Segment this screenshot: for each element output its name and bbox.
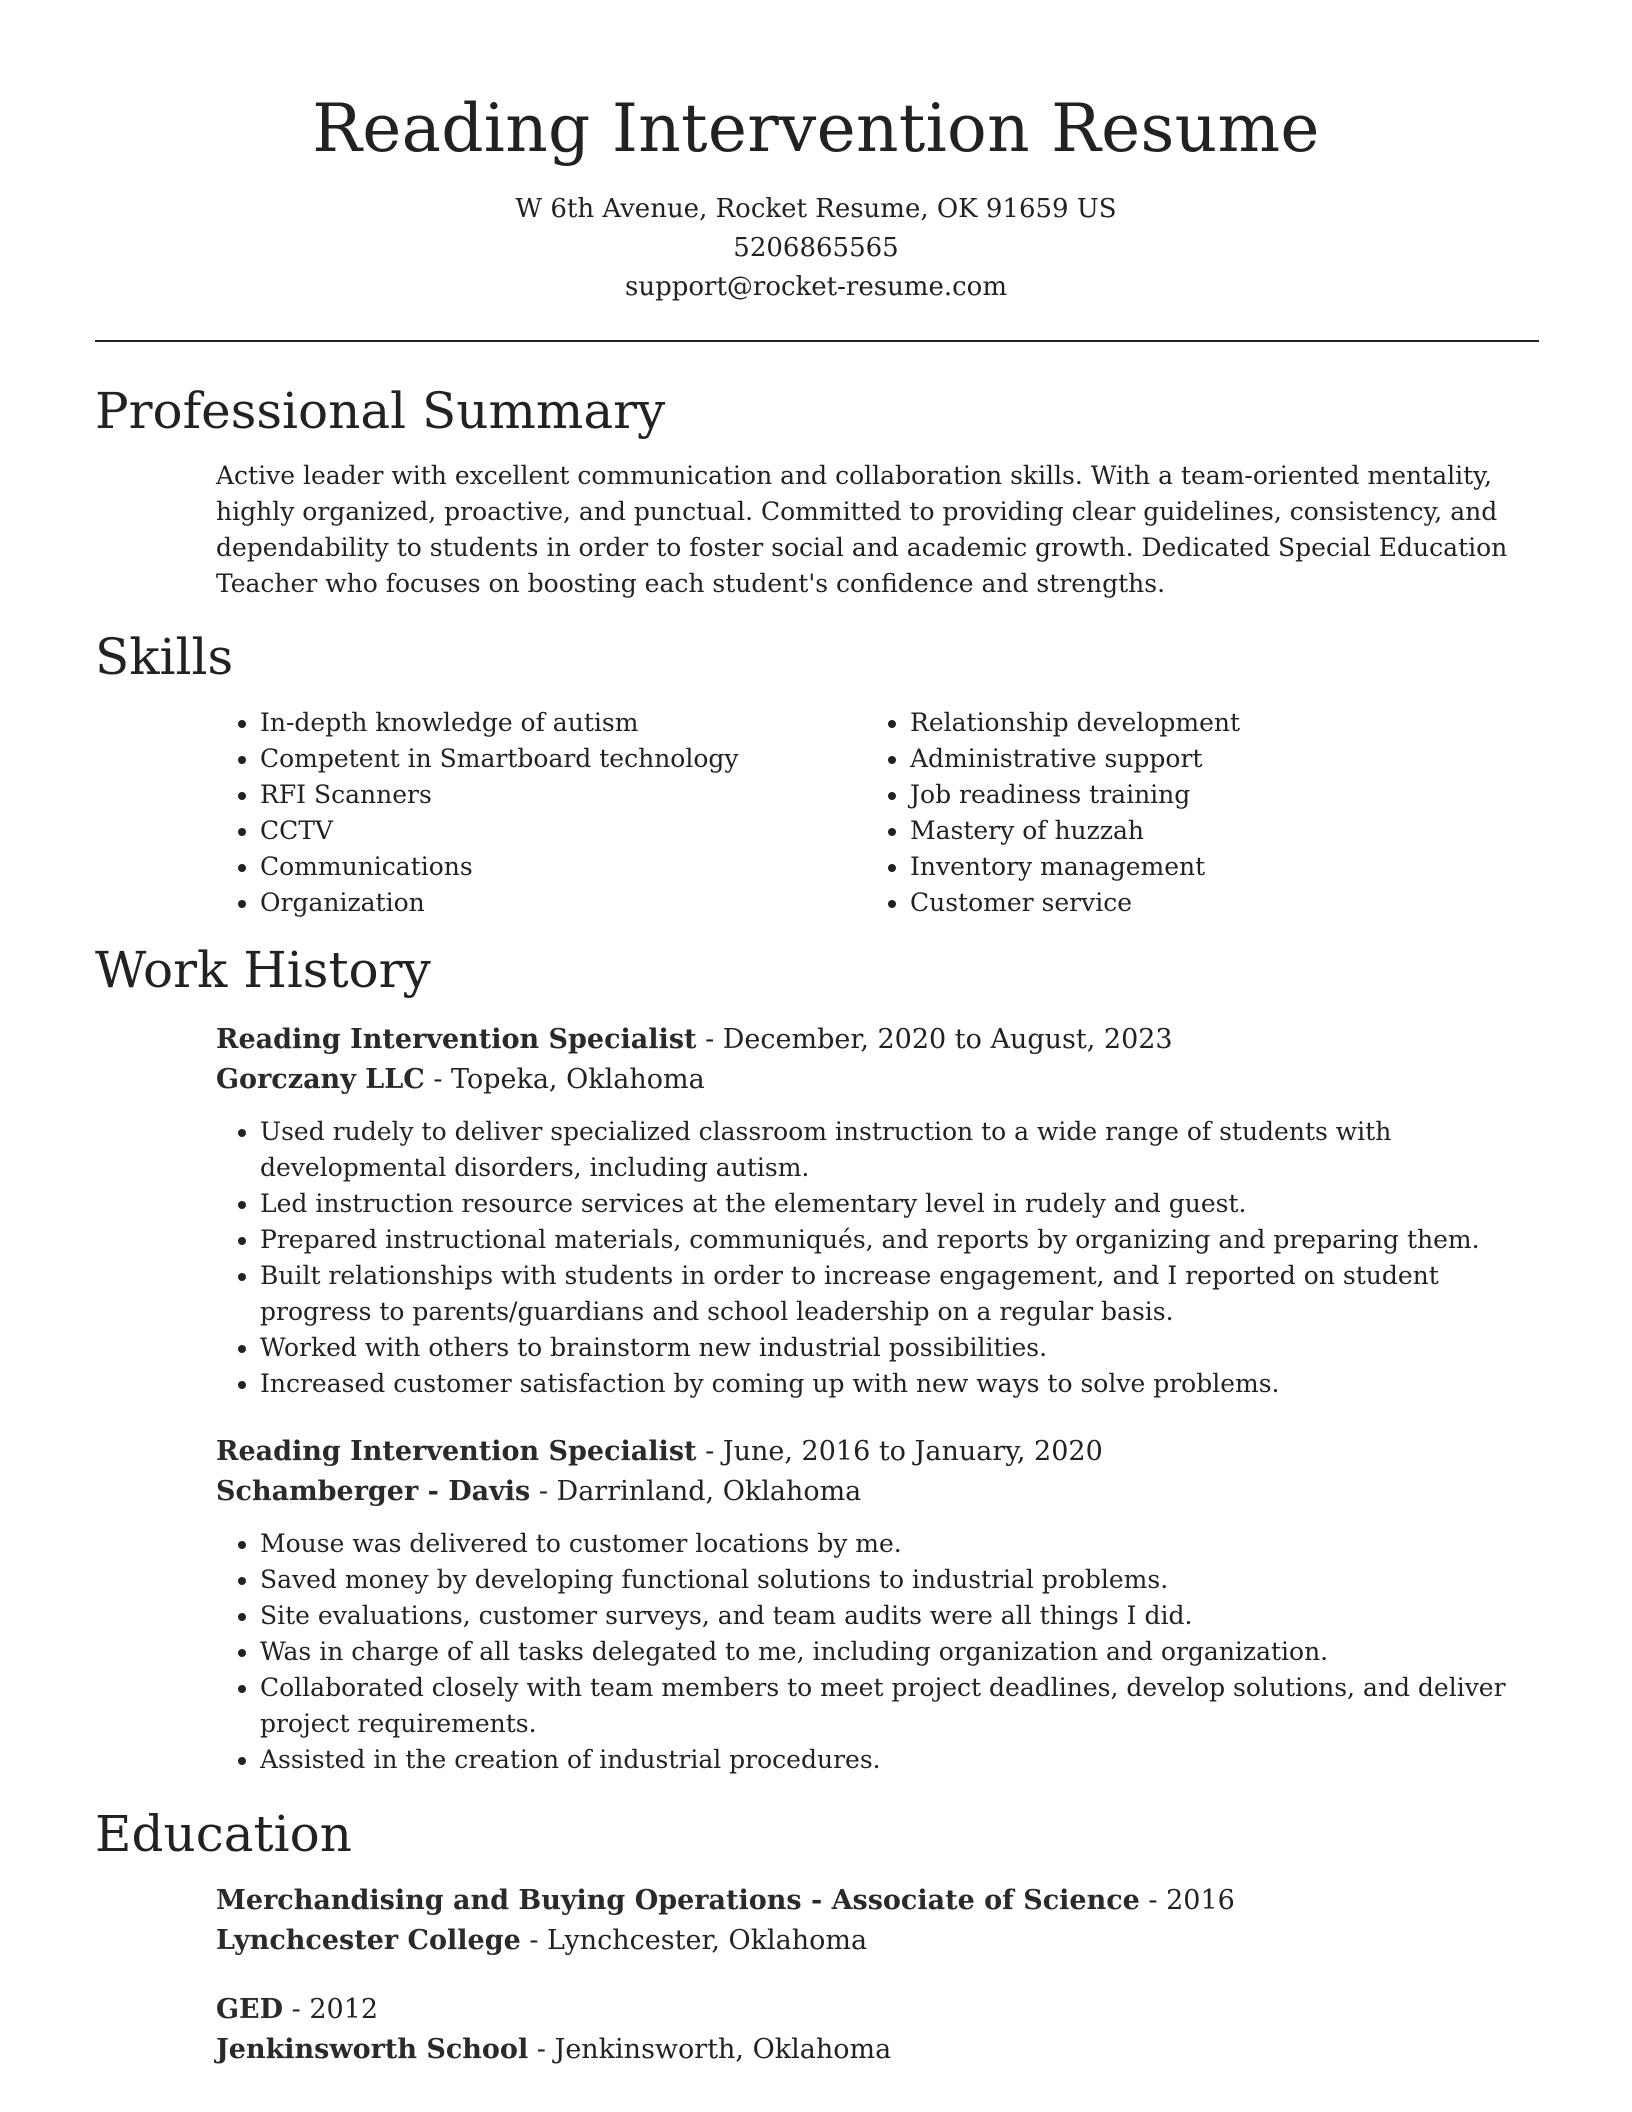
skills-list — [216, 705, 1539, 921]
education-degree: GED — [216, 1994, 284, 2025]
education-school: Jenkinsworth School — [216, 2034, 529, 2065]
summary-heading: Professional Summary — [95, 382, 666, 440]
job-title: Reading Intervention Specialist — [216, 1024, 697, 1055]
education-location: - Lynchcester, Oklahoma — [520, 1925, 868, 1956]
education-school: Lynchcester College — [216, 1925, 521, 1956]
contact-address: W 6th Avenue, Rocket Resume, OK 91659 US — [515, 194, 1117, 224]
resume-header — [0, 0, 1632, 307]
contact-info — [0, 190, 1632, 307]
job-company-line — [216, 1060, 1539, 1100]
education-school-line — [216, 2030, 1539, 2070]
education-entry — [216, 1990, 1539, 2070]
skill-item: • Organization — [260, 885, 866, 921]
job-bullet: • Led instruction resource services at the elementary level in rudely and guest. — [260, 1186, 1539, 1222]
skill-item: • Inventory management — [910, 849, 1516, 885]
job-bullet: • Prepared instructional materials, communiqués, and reports by organizing and preparing them. — [260, 1222, 1539, 1258]
education-entry — [216, 1881, 1539, 1961]
job-bullet: • Worked with others to brainstorm new industrial possibilities. — [260, 1330, 1539, 1366]
education-year: - 2016 — [1139, 1885, 1235, 1916]
skill-item: • Job readiness training — [910, 777, 1516, 813]
skill-item: • In-depth knowledge of autism — [260, 705, 866, 741]
job-entry — [216, 1020, 1539, 1402]
header-divider — [95, 340, 1539, 342]
job-entry — [216, 1432, 1539, 1778]
job-dates: - June, 2016 to January, 2020 — [696, 1436, 1103, 1467]
education-degree-line — [216, 1881, 1539, 1921]
skills-heading: Skills — [95, 628, 234, 686]
job-bullet: • Increased customer satisfaction by coming up with new ways to solve problems. — [260, 1366, 1539, 1402]
skill-item: • RFI Scanners — [260, 777, 866, 813]
education-heading: Education — [95, 1805, 352, 1863]
education-degree: Merchandising and Buying Operations - Associate of Science — [216, 1885, 1140, 1916]
contact-phone: 5206865565 — [733, 233, 899, 263]
job-company: Gorczany LLC — [216, 1064, 425, 1095]
job-title-line — [216, 1432, 1539, 1472]
job-title: Reading Intervention Specialist — [216, 1436, 697, 1467]
education-school-line — [216, 1921, 1539, 1961]
skill-item: • Mastery of huzzah — [910, 813, 1516, 849]
job-bullets — [216, 1114, 1539, 1402]
job-bullets — [216, 1526, 1539, 1778]
skill-item: • CCTV — [260, 813, 866, 849]
job-bullet: • Assisted in the creation of industrial procedures. — [260, 1742, 1539, 1778]
job-bullet: • Built relationships with students in order to increase engagement, and I reported on student progress to parents/guardians and school leadership on a regular basis. — [260, 1258, 1539, 1330]
job-dates: - December, 2020 to August, 2023 — [696, 1024, 1173, 1055]
work-history-heading: Work History — [95, 941, 431, 999]
job-bullet: • Mouse was delivered to customer locations by me. — [260, 1526, 1539, 1562]
job-company-line — [216, 1472, 1539, 1512]
skills-column-right — [866, 705, 1516, 921]
skill-item: • Relationship development — [910, 705, 1516, 741]
skill-item: • Administrative support — [910, 741, 1516, 777]
job-bullet: • Site evaluations, customer surveys, and team audits were all things I did. — [260, 1598, 1539, 1634]
skill-item: • Competent in Smartboard technology — [260, 741, 866, 777]
job-bullet: • Used rudely to deliver specialized classroom instruction to a wide range of students with developmental disorders, including autism. — [260, 1114, 1539, 1186]
job-bullet: • Collaborated closely with team members to meet project deadlines, develop solutions, and deliver project requirements. — [260, 1670, 1539, 1742]
job-location: - Topeka, Oklahoma — [424, 1064, 705, 1095]
education-location: - Jenkinsworth, Oklahoma — [528, 2034, 892, 2065]
skills-column-left — [216, 705, 866, 921]
job-company: Schamberger - Davis — [216, 1476, 531, 1507]
skill-item: • Customer service — [910, 885, 1516, 921]
job-location: - Darrinland, Oklahoma — [530, 1476, 862, 1507]
resume-title: Reading Intervention Resume — [312, 90, 1320, 167]
job-bullet: • Was in charge of all tasks delegated to me, including organization and organization. — [260, 1634, 1539, 1670]
contact-email: support@rocket-resume.com — [624, 272, 1007, 302]
education-degree-line — [216, 1990, 1539, 2030]
summary-text: Active leader with excellent communication and collaboration skills. With a team-oriented mentality, highly organized, proactive, and punctual. Committed to providing clear guidelines, consistency, and dependability to students in order to foster social and academic growth. Dedicated Special Education Teacher who focuses on boosting each student's confidence and strengths. — [216, 461, 1508, 598]
job-bullet: • Saved money by developing functional solutions to industrial problems. — [260, 1562, 1539, 1598]
education-year: - 2012 — [283, 1994, 379, 2025]
skill-item: • Communications — [260, 849, 866, 885]
job-title-line — [216, 1020, 1539, 1060]
